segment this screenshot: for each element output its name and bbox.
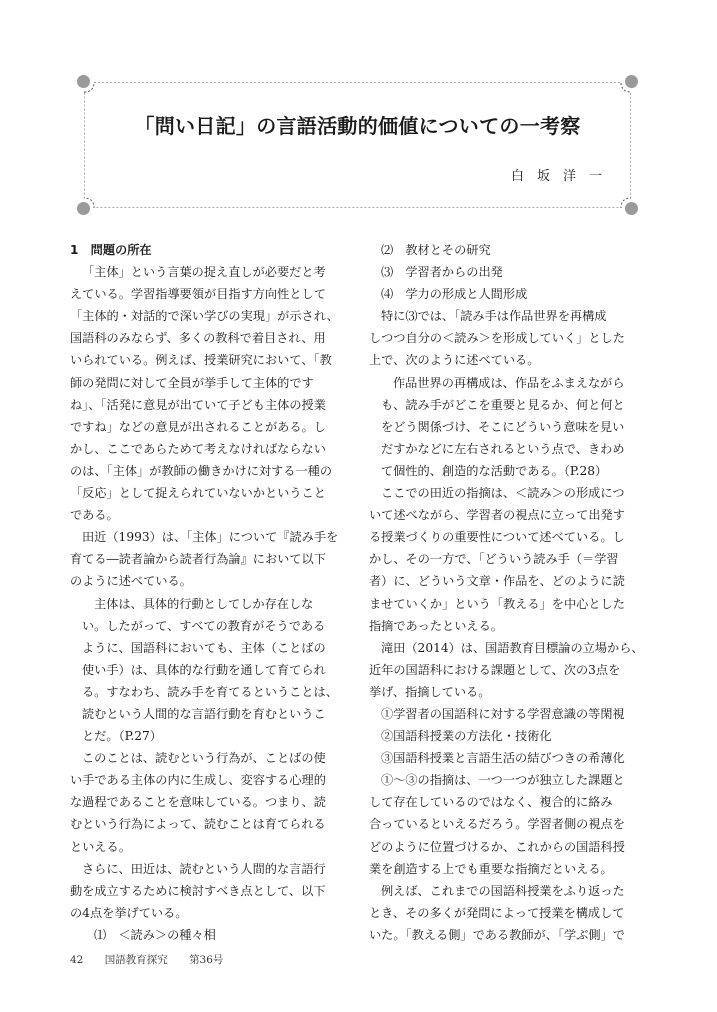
text-line: ですね」などの意見が出されることがある。し [70, 419, 326, 434]
text-line: のは、「主体」が教師の働きかけに対する一種の [70, 463, 333, 478]
text-line: 育てる―読者論から読者行為論』において以下 [70, 552, 326, 567]
corner-dot-top-left [77, 75, 90, 88]
right-column [369, 239, 645, 946]
journal-name: 国語教育探究 [104, 954, 168, 966]
text-line: いられている。例えば、授業研究において、「教 [70, 353, 332, 368]
text-line: 作品世界の再構成は、作品をふまえながら [393, 375, 625, 390]
text-line: い。したがって、すべての教育がそうである [82, 618, 326, 633]
text-line: 主体は、具体的行動としてしか存在しな [94, 596, 314, 611]
corner-dot-bottom-left [77, 202, 90, 215]
text-line: 合っているといえるだろう。学習者側の視点を [369, 817, 625, 832]
text-line: ⑴ ＜読み＞の種々相 [94, 927, 216, 942]
text-line: ②国語科授業の方法化・技術化 [381, 729, 552, 744]
text-line: ①学習者の国語科に対する学習意識の等閑視 [381, 706, 625, 721]
page-footer [70, 952, 241, 967]
text-line: どのように位置づけるか、これからの国語科授 [369, 839, 625, 854]
text-line: 動を成立するために検討すべき点として、以下 [70, 883, 326, 898]
text-line: のように述べている。 [70, 574, 192, 589]
text-line: をどう関係づけ、そこにどういう意味を見い [381, 419, 625, 434]
text-line: も、読み手がどこを重要と見るか、何と何と [381, 397, 625, 412]
text-line: ませていくか」という「教える」を中心とした [369, 596, 625, 611]
text-line: 滝田（2014）は、国語教育目標論の立場から、 [381, 640, 644, 655]
text-line: 読むという人間的な言語行動を育むというこ [82, 706, 326, 721]
title-frame [84, 82, 631, 208]
text-line: 「主体」という言葉の捉え直しが必要だと考 [82, 265, 326, 280]
text-line: いた。「教える側」である教師が、「学ぶ側」で [369, 927, 625, 942]
page-number: 42 [70, 954, 84, 966]
text-line: 使い手）は、具体的な行動を通して育てられ [82, 662, 326, 677]
text-line: かし、その一方で、「どういう読み手（＝学習 [369, 552, 619, 567]
text-line: 特に⑶では、「読み手は作品世界を再構成 [381, 309, 607, 324]
section-heading: 1 問題の所在 [70, 243, 152, 257]
text-line: ③国語科授業と言語生活の結びつきの希薄化 [381, 751, 625, 766]
text-line: 指摘であったといえる。 [369, 618, 503, 633]
text-line: ね」、「活発に意見が出ていて子ども主体の授業 [70, 397, 326, 412]
text-line: ⑶ 学習者からの出発 [381, 265, 503, 280]
text-line: とき、その多くが発問によって授業を構成して [369, 905, 625, 920]
text-line: る。すなわち、読み手を育てるということは、 [82, 684, 338, 699]
left-column [70, 239, 346, 946]
text-line: ように、国語科においても、主体（ことばの [82, 640, 326, 655]
text-line: とだ。（P.27） [82, 729, 162, 744]
text-line: ここでの田近の指摘は、＜読み＞の形成につ [381, 486, 625, 501]
text-line: 「反応」として捉えられていないかということ [70, 486, 326, 501]
text-line: ⑷ 学力の形成と人間形成 [381, 287, 528, 302]
text-line: だすかなどに左右されるという点で、きわめ [381, 441, 625, 456]
text-line: いて述べながら、学習者の視点に立って出発す [369, 508, 625, 523]
text-line: ①～③の指摘は、一つ一つが独立した課題と [381, 773, 625, 788]
text-line: な過程であることを意味している。つまり、読 [70, 795, 326, 810]
text-line: の4点を挙げている。 [70, 905, 188, 920]
journal-issue: 第36号 [189, 954, 224, 966]
text-line: 者）に、どういう文章・作品を、どのように読 [369, 574, 625, 589]
text-line: といえる。 [70, 839, 131, 854]
text-line: 「主体的・対話的で深い学びの実現」が示され、 [70, 309, 339, 324]
text-line: て個性的、創造的な活動である。（P.28） [381, 463, 608, 478]
text-line: 田近（1993）は、「主体」について『読み手を [82, 530, 339, 545]
text-line: 上で、次のように述べている。 [369, 353, 540, 368]
author-name: 白坂洋一 [510, 169, 615, 184]
text-line: このことは、読むという行為が、ことばの使 [82, 751, 326, 766]
text-line: 例えば、これまでの国語科授業をふり返った [381, 883, 625, 898]
text-line: えている。学習指導要領が目指す方向性として [70, 287, 326, 302]
text-line: しつつ自分の＜読み＞を形成していく」とした [369, 331, 625, 346]
text-line: 国語科のみならず、多くの教科で着目され、用 [70, 331, 326, 346]
text-line: ⑵ 教材とその研究 [381, 243, 491, 257]
text-line: 近年の国語科における課題として、次の3点を [369, 662, 621, 677]
text-line: 師の発問に対して全員が挙手して主体的です [70, 375, 314, 390]
text-line: かし、ここであらためて考えなければならない [70, 441, 326, 456]
text-line: る授業づくりの重要性について述べている。し [369, 530, 625, 545]
text-line: むという行為によって、読むことは育てられる [70, 817, 326, 832]
frame-border [84, 82, 631, 208]
text-line: い手である主体の内に生成し、変容する心理的 [70, 773, 326, 788]
text-line: して存在しているのではなく、複合的に絡み [369, 795, 613, 810]
text-line: さらに、田近は、読むという人間的な言語行 [82, 861, 326, 876]
corner-dot-top-right [625, 75, 638, 88]
text-line: 業を創造する上でも重要な指摘だといえる。 [369, 861, 613, 876]
corner-dot-bottom-right [625, 202, 638, 215]
text-line: である。 [70, 508, 119, 523]
text-line: 挙げ、指摘している。 [369, 684, 491, 699]
paper-title: 「問い日記」の言語活動的価値についての一考察 [134, 114, 581, 138]
